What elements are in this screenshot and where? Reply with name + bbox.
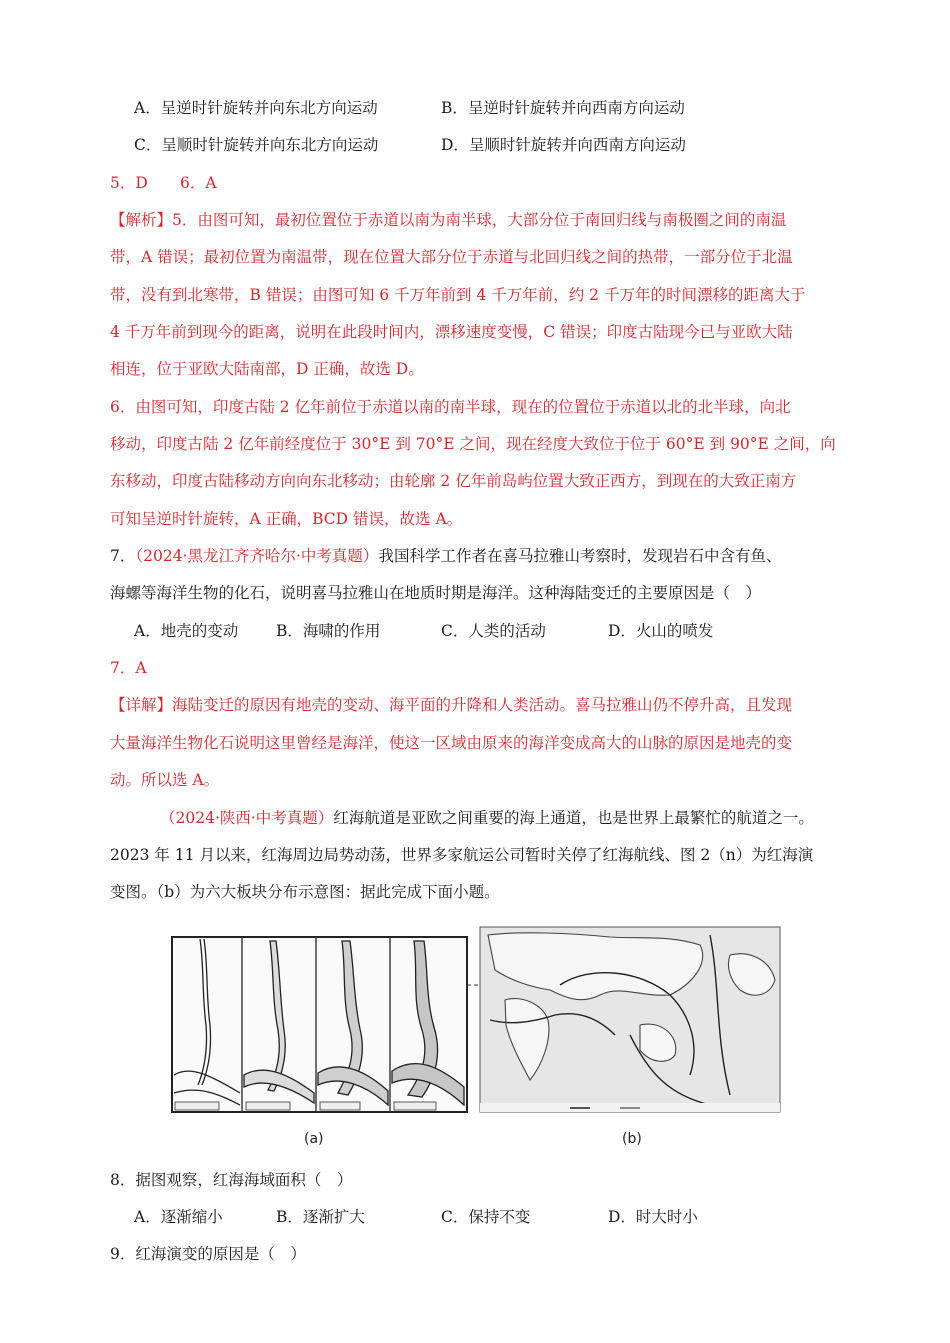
q7-option-d: D．火山的喷发 bbox=[608, 622, 714, 640]
q6-option-a: A．呈逆时针旋转并向东北方向运动 bbox=[134, 99, 378, 117]
q7-option-a: A．地壳的变动 bbox=[134, 622, 239, 640]
analysis-tag: 【解析】 bbox=[110, 211, 173, 229]
analysis-5-line-5: 相连，位于亚欧大陆南部，D 正确，故选 D。 bbox=[110, 360, 424, 378]
figure-caption-b: (b) bbox=[622, 1131, 642, 1147]
q6-option-c: C．呈顺时针旋转并向东北方向运动 bbox=[134, 136, 379, 154]
analysis-5-line-1: 【解析】5．由图可知，最初位置位于赤道以南为南半球，大部分位于南回归线与南极圈之间的南温 bbox=[110, 211, 787, 229]
red-sea-figure-svg bbox=[170, 925, 782, 1150]
q6-option-b: B．呈逆时针旋转并向西南方向运动 bbox=[441, 99, 685, 117]
analysis-6-line-2: 移动，印度古陆 2 亿年前经度位于 30°E 到 70°E 之间，现在经度大致位于位于 60°E 到 90°E 之间，向 bbox=[110, 435, 836, 453]
q8-option-c: C．保持不变 bbox=[441, 1208, 531, 1226]
answer-7: 7．A bbox=[110, 659, 147, 677]
q9-stem: 9．红海演变的原因是（ ） bbox=[110, 1245, 306, 1263]
passage-source: （2024·陕西·中考真题） bbox=[160, 809, 334, 827]
figure-a-panels bbox=[172, 937, 467, 1112]
passage-line-2: 2023 年 11 月以来，红海周边局势动荡，世界多家航运公司暂时关停了红海航线、图 2（n）为红海演 bbox=[110, 846, 814, 864]
analysis-5-line-4: 4 千万年前到现今的距离，说明在此段时间内，漂移速度变慢，C 错误；印度古陆现今已与亚欧大陆 bbox=[110, 323, 793, 341]
q6-option-d: D．呈顺时针旋转并向西南方向运动 bbox=[441, 136, 686, 154]
q7-detail-line-1: 【详解】海陆变迁的原因有地壳的变动、海平面的升降和人类活动。喜马拉雅山仍不停升高，且发现 bbox=[110, 696, 793, 714]
q8-stem: 8．据图观察，红海海域面积（ ） bbox=[110, 1171, 353, 1189]
detail-tag: 【详解】 bbox=[110, 696, 173, 714]
q7-option-c: C．人类的活动 bbox=[441, 622, 546, 640]
q8-option-d: D．时大时小 bbox=[608, 1208, 698, 1226]
figure-b-plate-map bbox=[480, 927, 780, 1112]
q7-detail-line-2: 大量海洋生物化石说明这里曾经是海洋，使这一区域由原来的海洋变成高大的山脉的原因是地壳的变 bbox=[110, 734, 793, 752]
passage-line-1: （2024·陕西·中考真题）红海航道是亚欧之间重要的海上通道，也是世界上最繁忙的航道之一。 bbox=[160, 809, 814, 827]
answer-6: 6．A bbox=[180, 174, 217, 192]
analysis-5-line-2: 带，A 错误；最初位置为南温带，现在位置大部分位于赤道与北回归线之间的热带，一部分位于北温 bbox=[110, 248, 793, 266]
analysis-6-line-4: 可知呈逆时针旋转，A 正确，BCD 错误，故选 A。 bbox=[110, 510, 463, 528]
q7-source: （2024·黑龙江齐齐哈尔·中考真题） bbox=[135, 547, 379, 565]
q7-stem-line-2: 海螺等海洋生物的化石，说明喜马拉雅山在地质时期是海洋。这种海陆变迁的主要原因是（ ） bbox=[110, 584, 762, 602]
analysis-6-line-3: 东移动，印度古陆移动方向向东北移动；由轮廓 2 亿年前岛屿位置大致正西方，到现在的大致正南方 bbox=[110, 472, 797, 490]
q7-option-b: B．海啸的作用 bbox=[276, 622, 381, 640]
q7-detail-line-3: 动。所以选 A。 bbox=[110, 771, 220, 789]
analysis-5-line-3: 带，没有到北寒带，B 错误；由图可知 6 千万年前到 4 千万年前，约 2 千万年的时间漂移的距离大于 bbox=[110, 286, 806, 304]
red-sea-figure bbox=[170, 925, 782, 1150]
figure-caption-a: (a) bbox=[304, 1131, 324, 1147]
passage-line-3: 变图。（b）为六大板块分布示意图：据此完成下面小题。 bbox=[110, 883, 500, 901]
q7-stem-line-1: 7．（2024·黑龙江齐齐哈尔·中考真题）我国科学工作者在喜马拉雅山考察时，发现岩石中含有鱼、 bbox=[110, 547, 782, 565]
q8-option-b: B．逐渐扩大 bbox=[276, 1208, 365, 1226]
analysis-6-line-1: 6．由图可知，印度古陆 2 亿年前位于赤道以南的南半球，现在的位置位于赤道以北的北半球，向北 bbox=[110, 398, 791, 416]
q8-option-a: A．逐渐缩小 bbox=[134, 1208, 223, 1226]
answer-5: 5．D bbox=[110, 174, 148, 192]
